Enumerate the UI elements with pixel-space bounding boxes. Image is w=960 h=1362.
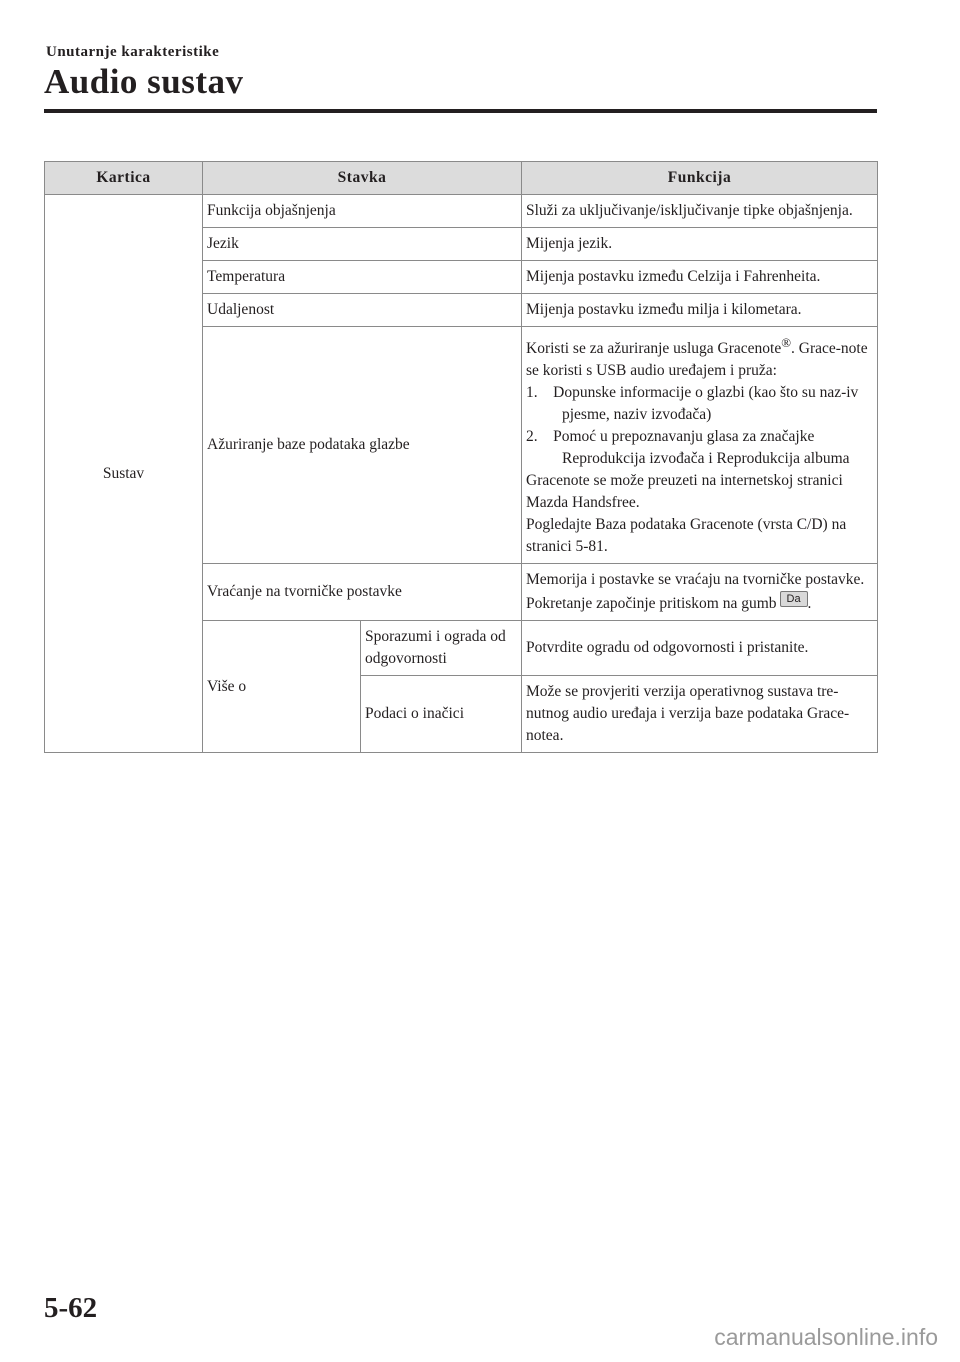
- subitem-cell: Podaci o inačici: [361, 676, 522, 753]
- function-cell: [522, 564, 878, 621]
- item-cell: Više o: [203, 621, 361, 753]
- function-paragraph: Pogledajte Baza podataka Gracenote (vrsta C/D) na stranici 5-81.: [526, 516, 847, 556]
- page-number: 5-62: [44, 1292, 98, 1324]
- item-cell: Temperatura: [203, 261, 522, 294]
- function-cell: Mijenja jezik.: [522, 228, 878, 261]
- section-label: Unutarnje karakteristike: [46, 44, 220, 60]
- function-paragraph: [526, 332, 873, 382]
- function-paragraph: [526, 591, 873, 615]
- function-text: Pokretanje započinje pritiskom na gumb: [526, 595, 777, 613]
- subitem-cell: Sporazumi i ograda od odgovornosti: [361, 621, 522, 676]
- function-cell: [522, 327, 878, 564]
- function-text: Koristi se za ažuriranje usluga Gracenote: [526, 340, 782, 358]
- item-cell: Funkcija objašnjenja: [203, 195, 522, 228]
- settings-table: [44, 161, 878, 753]
- list-item: 2. Pomoć u prepoznavanju glasa za značajke Reprodukcija izvođača i Reprodukcija albuma: [526, 428, 850, 468]
- function-paragraph: Gracenote se može preuzeti na internetskoj stranici Mazda Handsfree.: [526, 472, 843, 512]
- da-button-icon: Da: [780, 591, 808, 607]
- header-funkcija: Funkcija: [522, 162, 878, 195]
- function-cell: Mijenja postavku između milja i kilometara.: [522, 294, 878, 327]
- function-cell: Mijenja postavku između Celzija i Fahrenheita.: [522, 261, 878, 294]
- function-paragraph: Memorija i postavke se vraćaju na tvorničke postavke.: [526, 571, 865, 589]
- item-cell: Jezik: [203, 228, 522, 261]
- item-cell: Vraćanje na tvorničke postavke: [203, 564, 522, 621]
- list-item: 1. Dopunske informacije o glazbi (kao što su naz-iv pjesme, naziv izvođača): [526, 384, 859, 424]
- header-stavka: Stavka: [203, 162, 522, 195]
- tab-cell-sustav: Sustav: [45, 195, 203, 753]
- function-text: .: [807, 595, 812, 613]
- title-divider: [44, 109, 877, 113]
- watermark: carmanualsonline.info: [714, 1324, 938, 1350]
- function-cell: Može se provjeriti verzija operativnog sustava tre-nutnog audio uređaja i verzija baze podataka Grace-notea.: [522, 676, 878, 753]
- registered-mark: ®: [781, 335, 792, 350]
- function-cell: Potvrdite ogradu od odgovornosti i pristanite.: [522, 621, 878, 676]
- table-row: [45, 195, 878, 228]
- table-header-row: [45, 162, 878, 195]
- page-title: Audio sustav: [44, 62, 244, 101]
- header-kartica: Kartica: [45, 162, 203, 195]
- function-text: . Grace-note se koristi s USB audio uređajem i pruža:: [526, 340, 868, 380]
- function-cell: Služi za uključivanje/isključivanje tipke objašnjenja.: [522, 195, 878, 228]
- item-cell: Ažuriranje baze podataka glazbe: [203, 327, 522, 564]
- item-cell: Udaljenost: [203, 294, 522, 327]
